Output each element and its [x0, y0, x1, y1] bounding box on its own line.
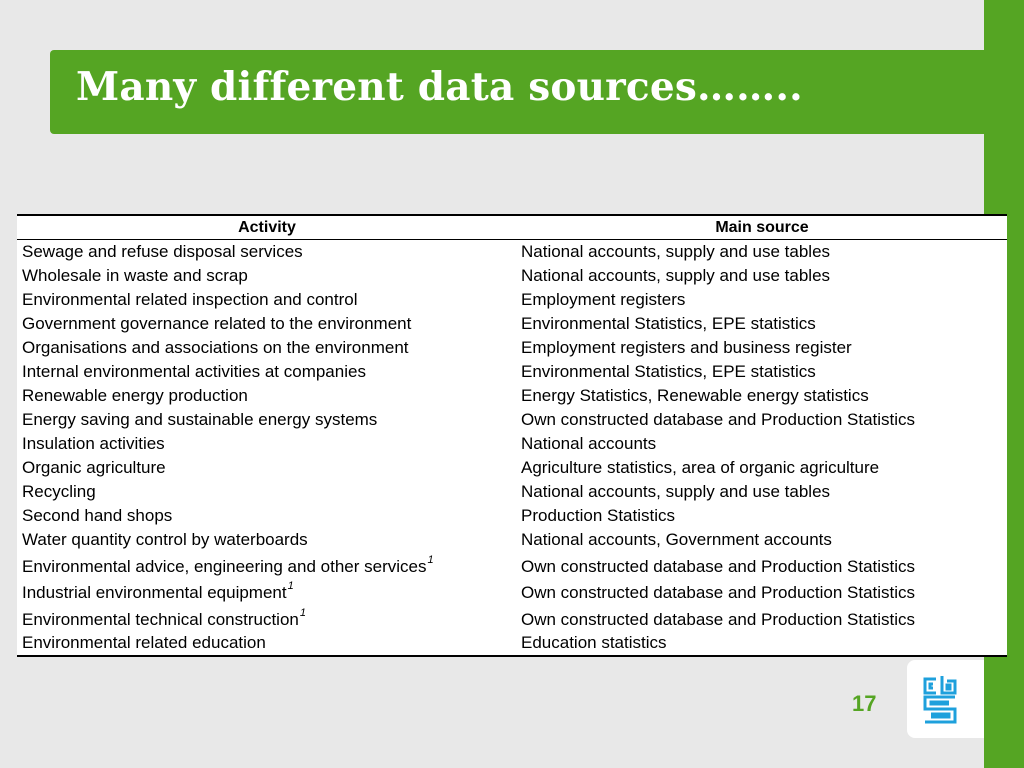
table-row	[17, 288, 1007, 312]
source-cell: Own constructed database and Production Statistics	[521, 557, 916, 576]
footnote-marker: 1	[287, 580, 294, 593]
activity-cell	[17, 408, 517, 432]
footnote-marker: 1	[427, 554, 434, 566]
table-row	[17, 240, 1007, 264]
activity-cell	[17, 384, 517, 408]
source-cell: Agriculture statistics, area of organic agriculture	[521, 458, 880, 477]
table-row	[17, 360, 1007, 384]
table-row	[17, 432, 1007, 456]
source-cell: Environmental Statistics, EPE statistics	[521, 314, 816, 333]
source-cell: Education statistics	[521, 632, 667, 652]
activity-text: Organic agriculture	[22, 458, 166, 477]
activity-text: Environmental technical construction	[22, 609, 299, 629]
activity-text: Environmental related education	[22, 632, 266, 652]
activity-cell	[17, 264, 517, 288]
title-banner	[50, 50, 984, 134]
table-row	[17, 384, 1007, 408]
activity-cell	[17, 605, 517, 631]
table-row	[17, 480, 1007, 504]
header-main-source: Main source	[715, 219, 809, 236]
activity-text: Wholesale in waste and scrap	[22, 266, 248, 285]
table-row	[17, 336, 1007, 360]
activity-text: Water quantity control by waterboards	[22, 530, 308, 549]
source-cell: National accounts, Government accounts	[521, 530, 832, 549]
activity-cell	[17, 336, 517, 360]
activity-text: Government governance related to the environment	[22, 314, 412, 333]
table-body	[17, 240, 1007, 655]
table-row	[17, 552, 1007, 578]
cbs-logo-icon	[922, 675, 958, 727]
activity-text: Energy saving and sustainable energy systems	[22, 410, 378, 429]
activity-cell	[17, 456, 517, 480]
activity-cell	[17, 288, 517, 312]
activity-cell	[17, 360, 517, 384]
source-cell: Employment registers and business register	[521, 338, 852, 357]
table-row	[17, 631, 1007, 655]
table-row	[17, 528, 1007, 552]
activity-cell	[17, 631, 517, 655]
activity-cell	[17, 504, 517, 528]
table-row	[17, 408, 1007, 432]
activity-cell	[17, 240, 517, 264]
source-cell: Employment registers	[521, 290, 686, 309]
activity-text: Environmental related inspection and control	[22, 290, 358, 309]
footnote-marker: 1	[299, 606, 306, 619]
source-cell: Own constructed database and Production Statistics	[521, 410, 916, 429]
table-row	[17, 578, 1007, 604]
table-row	[17, 312, 1007, 336]
activity-text: Renewable energy production	[22, 386, 248, 405]
source-cell: National accounts, supply and use tables	[521, 266, 831, 285]
source-cell: Own constructed database and Production Statistics	[521, 609, 916, 629]
page-number: 17	[852, 691, 877, 716]
source-cell: Environmental Statistics, EPE statistics	[521, 362, 816, 381]
table-row	[17, 605, 1007, 631]
activity-text: Organisations and associations on the environment	[22, 338, 409, 357]
source-cell: Energy Statistics, Renewable energy statistics	[521, 386, 869, 405]
table-row	[17, 456, 1007, 480]
source-cell: National accounts	[521, 434, 657, 453]
data-sources-table	[17, 214, 1007, 657]
activity-cell	[17, 312, 517, 336]
source-cell: Own constructed database and Production Statistics	[521, 583, 916, 603]
logo-box	[907, 660, 984, 738]
source-cell: National accounts, supply and use tables	[521, 482, 831, 501]
activity-cell	[17, 528, 517, 552]
activity-text: Industrial environmental equipment	[22, 583, 287, 603]
activity-text: Second hand shops	[22, 506, 173, 525]
activity-cell	[17, 432, 517, 456]
activity-text: Internal environmental activities at companies	[22, 362, 366, 381]
table-header-row	[17, 216, 1007, 240]
source-cell: Production Statistics	[521, 506, 676, 525]
table-row	[17, 264, 1007, 288]
activity-text: Insulation activities	[22, 434, 165, 453]
activity-cell	[17, 578, 517, 604]
activity-text: Environmental advice, engineering and other services	[22, 557, 427, 576]
table-row	[17, 504, 1007, 528]
slide-title: Many different data sources……..	[76, 64, 803, 110]
activity-cell	[17, 552, 517, 578]
source-cell: National accounts, supply and use tables	[521, 242, 831, 261]
activity-cell	[17, 480, 517, 504]
header-activity: Activity	[238, 219, 296, 236]
activity-text: Recycling	[22, 482, 96, 501]
activity-text: Sewage and refuse disposal services	[22, 242, 303, 261]
